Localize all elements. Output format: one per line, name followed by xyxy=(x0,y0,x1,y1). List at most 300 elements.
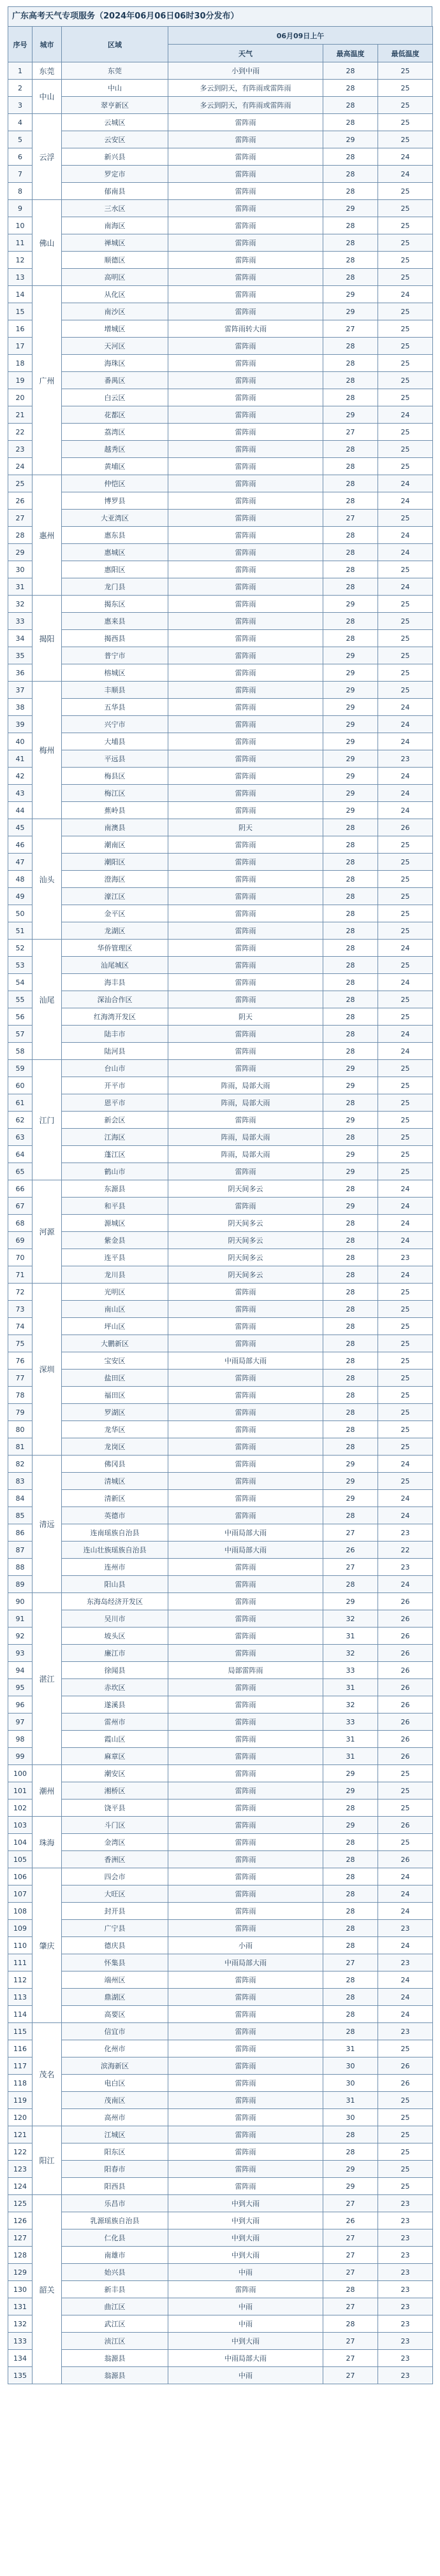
table-row xyxy=(8,131,433,148)
row-district: 天河区 xyxy=(62,338,168,355)
row-district: 陆丰市 xyxy=(62,1026,168,1043)
table-row xyxy=(8,664,433,682)
row-high-temp: 28 xyxy=(323,2143,378,2161)
row-district: 大鹏新区 xyxy=(62,1335,168,1352)
row-weather: 雷阵雨 xyxy=(168,647,323,664)
row-high-temp: 27 xyxy=(323,1559,378,1576)
row-high-temp: 31 xyxy=(323,1748,378,1765)
row-low-temp: 25 xyxy=(378,630,433,647)
row-high-temp: 28 xyxy=(323,1868,378,1885)
row-low-temp: 25 xyxy=(378,131,433,148)
row-seq: 32 xyxy=(8,596,33,613)
row-district: 南海区 xyxy=(62,217,168,234)
row-high-temp: 29 xyxy=(323,1077,378,1094)
table-row xyxy=(8,1180,433,1198)
row-low-temp: 25 xyxy=(378,1301,433,1318)
row-high-temp: 29 xyxy=(323,303,378,320)
row-low-temp: 25 xyxy=(378,1782,433,1800)
row-seq: 98 xyxy=(8,1731,33,1748)
row-low-temp: 25 xyxy=(378,372,433,389)
row-high-temp: 27 xyxy=(323,2195,378,2212)
row-high-temp: 27 xyxy=(323,320,378,338)
table-row xyxy=(8,303,433,320)
row-low-temp: 24 xyxy=(378,544,433,561)
row-weather: 雷阵雨 xyxy=(168,1868,323,1885)
row-high-temp: 26 xyxy=(323,1542,378,1559)
row-district: 龙门县 xyxy=(62,578,168,596)
row-weather: 雷阵雨 xyxy=(168,768,323,785)
table-row xyxy=(8,2075,433,2092)
table-row xyxy=(8,2178,433,2195)
row-low-temp: 24 xyxy=(378,1456,433,1473)
row-weather: 雷阵雨 xyxy=(168,1800,323,1817)
table-row xyxy=(8,819,433,836)
table-row xyxy=(8,1731,433,1748)
table-row xyxy=(8,957,433,974)
row-seq: 110 xyxy=(8,1937,33,1954)
row-city: 汕尾 xyxy=(33,940,62,1060)
table-row xyxy=(8,2161,433,2178)
row-city: 惠州 xyxy=(33,475,62,596)
table-row xyxy=(8,2281,433,2298)
row-high-temp: 29 xyxy=(323,2161,378,2178)
row-high-temp: 29 xyxy=(323,1765,378,1782)
row-low-temp: 25 xyxy=(378,905,433,922)
table-row xyxy=(8,2195,433,2212)
row-district: 东莞 xyxy=(62,62,168,80)
table-row xyxy=(8,1954,433,1971)
row-high-temp: 29 xyxy=(323,406,378,424)
row-weather: 雷阵雨 xyxy=(168,940,323,957)
table-row xyxy=(8,2092,433,2109)
row-high-temp: 28 xyxy=(323,544,378,561)
row-high-temp: 29 xyxy=(323,750,378,768)
row-high-temp: 28 xyxy=(323,441,378,458)
table-row xyxy=(8,1782,433,1800)
row-low-temp: 25 xyxy=(378,1404,433,1421)
table-row xyxy=(8,578,433,596)
row-weather: 雷阵雨 xyxy=(168,234,323,252)
row-weather: 雷阵雨 xyxy=(168,355,323,372)
row-district: 兴宁市 xyxy=(62,716,168,733)
table-row xyxy=(8,1971,433,1989)
row-district: 紫金县 xyxy=(62,1232,168,1249)
header-weather: 天气 xyxy=(168,45,323,62)
row-seq: 47 xyxy=(8,854,33,871)
row-district: 阳西县 xyxy=(62,2178,168,2195)
table-row xyxy=(8,114,433,131)
row-low-temp: 25 xyxy=(378,957,433,974)
row-district: 越秀区 xyxy=(62,441,168,458)
row-district: 霞山区 xyxy=(62,1731,168,1748)
row-high-temp: 28 xyxy=(323,1989,378,2006)
row-seq: 75 xyxy=(8,1335,33,1352)
row-seq: 13 xyxy=(8,269,33,286)
row-high-temp: 28 xyxy=(323,630,378,647)
row-seq: 71 xyxy=(8,1266,33,1284)
row-weather: 多云到阴天，有阵雨或雷阵雨 xyxy=(168,97,323,114)
row-low-temp: 25 xyxy=(378,647,433,664)
row-seq: 59 xyxy=(8,1060,33,1077)
row-seq: 44 xyxy=(8,802,33,819)
row-district: 廉江市 xyxy=(62,1645,168,1662)
row-district: 五华县 xyxy=(62,699,168,716)
row-district: 汕尾城区 xyxy=(62,957,168,974)
row-high-temp: 31 xyxy=(323,1731,378,1748)
table-row xyxy=(8,148,433,166)
table-row xyxy=(8,991,433,1008)
row-low-temp: 25 xyxy=(378,424,433,441)
row-weather: 雷阵雨 xyxy=(168,716,323,733)
row-low-temp: 25 xyxy=(378,1284,433,1301)
row-high-temp: 28 xyxy=(323,1249,378,1266)
row-seq: 119 xyxy=(8,2092,33,2109)
row-weather: 雷阵雨 xyxy=(168,1576,323,1593)
row-district: 高明区 xyxy=(62,269,168,286)
table-row xyxy=(8,1438,433,1456)
row-high-temp: 28 xyxy=(323,1507,378,1524)
row-weather: 雷阵雨 xyxy=(168,682,323,699)
row-district: 鼎湖区 xyxy=(62,1989,168,2006)
row-city: 东莞 xyxy=(33,62,62,80)
row-weather: 雷阵雨 xyxy=(168,406,323,424)
row-low-temp: 25 xyxy=(378,2126,433,2143)
row-district: 禅城区 xyxy=(62,234,168,252)
row-weather: 雷阵雨 xyxy=(168,1971,323,1989)
row-district: 榕城区 xyxy=(62,664,168,682)
row-low-temp: 24 xyxy=(378,286,433,303)
table-row xyxy=(8,97,433,114)
table-row xyxy=(8,1714,433,1731)
row-high-temp: 29 xyxy=(323,699,378,716)
row-seq: 49 xyxy=(8,888,33,905)
row-seq: 93 xyxy=(8,1645,33,1662)
table-row xyxy=(8,183,433,200)
row-seq: 54 xyxy=(8,974,33,991)
row-low-temp: 25 xyxy=(378,922,433,940)
row-weather: 雷阵雨 xyxy=(168,1834,323,1851)
row-low-temp: 25 xyxy=(378,2092,433,2109)
row-high-temp: 28 xyxy=(323,940,378,957)
table-row xyxy=(8,1868,433,1885)
row-low-temp: 26 xyxy=(378,1610,433,1628)
row-weather: 雷阵雨 xyxy=(168,1903,323,1920)
table-row xyxy=(8,733,433,750)
row-weather: 雷阵雨 xyxy=(168,200,323,217)
row-seq: 1 xyxy=(8,62,33,80)
row-district: 东海岛经济开发区 xyxy=(62,1593,168,1610)
row-seq: 92 xyxy=(8,1628,33,1645)
row-low-temp: 23 xyxy=(378,2023,433,2040)
row-high-temp: 28 xyxy=(323,1335,378,1352)
row-weather: 雷阵雨转大雨 xyxy=(168,320,323,338)
row-high-temp: 28 xyxy=(323,854,378,871)
row-city: 珠海 xyxy=(33,1817,62,1868)
row-weather: 雷阵雨 xyxy=(168,596,323,613)
row-seq: 24 xyxy=(8,458,33,475)
table-row xyxy=(8,1834,433,1851)
row-seq: 35 xyxy=(8,647,33,664)
row-seq: 42 xyxy=(8,768,33,785)
row-low-temp: 25 xyxy=(378,303,433,320)
row-seq: 80 xyxy=(8,1421,33,1438)
row-low-temp: 26 xyxy=(378,2057,433,2075)
table-row xyxy=(8,2333,433,2350)
table-row xyxy=(8,854,433,871)
row-district: 连平县 xyxy=(62,1249,168,1266)
row-low-temp: 26 xyxy=(378,1748,433,1765)
row-low-temp: 24 xyxy=(378,768,433,785)
table-row xyxy=(8,424,433,441)
row-seq: 108 xyxy=(8,1903,33,1920)
row-high-temp: 28 xyxy=(323,871,378,888)
row-high-temp: 28 xyxy=(323,252,378,269)
row-weather: 阵雨，局部大雨 xyxy=(168,1077,323,1094)
row-high-temp: 29 xyxy=(323,286,378,303)
row-high-temp: 28 xyxy=(323,1284,378,1301)
row-low-temp: 25 xyxy=(378,1800,433,1817)
table-row xyxy=(8,355,433,372)
forecast-table-body xyxy=(8,62,433,2384)
row-weather: 阴天间多云 xyxy=(168,1249,323,1266)
row-low-temp: 25 xyxy=(378,183,433,200)
row-weather: 雷阵雨 xyxy=(168,854,323,871)
row-district: 仲恺区 xyxy=(62,475,168,492)
row-district: 佛冈县 xyxy=(62,1456,168,1473)
table-row xyxy=(8,888,433,905)
row-weather: 雷阵雨 xyxy=(168,527,323,544)
row-city: 广州 xyxy=(33,286,62,475)
table-row xyxy=(8,389,433,406)
row-weather: 中雨 xyxy=(168,2315,323,2333)
row-low-temp: 25 xyxy=(378,1146,433,1163)
row-district: 盐田区 xyxy=(62,1370,168,1387)
row-seq: 121 xyxy=(8,2126,33,2143)
row-seq: 112 xyxy=(8,1971,33,1989)
row-low-temp: 24 xyxy=(378,1937,433,1954)
row-high-temp: 28 xyxy=(323,1387,378,1404)
table-row xyxy=(8,338,433,355)
table-row xyxy=(8,1576,433,1593)
row-district: 花都区 xyxy=(62,406,168,424)
row-high-temp: 28 xyxy=(323,2281,378,2298)
row-seq: 29 xyxy=(8,544,33,561)
row-weather: 雷阵雨 xyxy=(168,1645,323,1662)
row-city: 茂名 xyxy=(33,2023,62,2126)
row-district: 吴川市 xyxy=(62,1610,168,1628)
row-seq: 3 xyxy=(8,97,33,114)
row-high-temp: 30 xyxy=(323,2057,378,2075)
row-low-temp: 25 xyxy=(378,510,433,527)
row-high-temp: 27 xyxy=(323,510,378,527)
table-row xyxy=(8,1387,433,1404)
row-low-temp: 24 xyxy=(378,1903,433,1920)
table-row xyxy=(8,940,433,957)
row-weather: 雷阵雨 xyxy=(168,183,323,200)
row-seq: 28 xyxy=(8,527,33,544)
table-row xyxy=(8,1077,433,1094)
row-seq: 81 xyxy=(8,1438,33,1456)
row-district: 高要区 xyxy=(62,2006,168,2023)
row-district: 顺德区 xyxy=(62,252,168,269)
row-seq: 26 xyxy=(8,492,33,510)
row-district: 和平县 xyxy=(62,1198,168,1215)
row-low-temp: 26 xyxy=(378,1662,433,1679)
row-high-temp: 29 xyxy=(323,647,378,664)
row-weather: 中到大雨 xyxy=(168,2195,323,2212)
row-weather: 雷阵雨 xyxy=(168,1421,323,1438)
row-high-temp: 28 xyxy=(323,1885,378,1903)
row-weather: 雷阵雨 xyxy=(168,2161,323,2178)
table-row xyxy=(8,1404,433,1421)
row-high-temp: 29 xyxy=(323,1473,378,1490)
table-row xyxy=(8,2367,433,2384)
row-district: 滨海新区 xyxy=(62,2057,168,2075)
row-weather: 雷阵雨 xyxy=(168,1490,323,1507)
row-seq: 43 xyxy=(8,785,33,802)
row-district: 金湾区 xyxy=(62,1834,168,1851)
row-seq: 89 xyxy=(8,1576,33,1593)
row-seq: 31 xyxy=(8,578,33,596)
row-district: 梅县区 xyxy=(62,768,168,785)
row-high-temp: 28 xyxy=(323,1834,378,1851)
row-high-temp: 28 xyxy=(323,1008,378,1026)
row-seq: 8 xyxy=(8,183,33,200)
row-seq: 114 xyxy=(8,2006,33,2023)
row-city: 中山 xyxy=(33,80,62,114)
row-weather: 雷阵雨 xyxy=(168,1335,323,1352)
row-weather: 雷阵雨 xyxy=(168,252,323,269)
table-row xyxy=(8,1989,433,2006)
row-weather: 雷阵雨 xyxy=(168,303,323,320)
row-low-temp: 25 xyxy=(378,561,433,578)
row-seq: 62 xyxy=(8,1112,33,1129)
table-row xyxy=(8,80,433,97)
row-weather: 中雨局部大雨 xyxy=(168,1542,323,1559)
row-district: 普宁市 xyxy=(62,647,168,664)
row-district: 荔湾区 xyxy=(62,424,168,441)
row-district: 斗门区 xyxy=(62,1817,168,1834)
row-seq: 5 xyxy=(8,131,33,148)
row-district: 罗湖区 xyxy=(62,1404,168,1421)
table-row xyxy=(8,1800,433,1817)
table-row xyxy=(8,1198,433,1215)
row-high-temp: 28 xyxy=(323,62,378,80)
row-weather: 雷阵雨 xyxy=(168,802,323,819)
row-district: 英德市 xyxy=(62,1507,168,1524)
row-district: 遂溪县 xyxy=(62,1696,168,1714)
row-low-temp: 24 xyxy=(378,1490,433,1507)
row-high-temp: 27 xyxy=(323,2367,378,2384)
row-low-temp: 25 xyxy=(378,1834,433,1851)
table-row xyxy=(8,1920,433,1937)
row-high-temp: 32 xyxy=(323,1696,378,1714)
row-seq: 38 xyxy=(8,699,33,716)
table-row xyxy=(8,510,433,527)
header-low: 最低温度 xyxy=(378,45,433,62)
row-low-temp: 25 xyxy=(378,1335,433,1352)
row-district: 黄埔区 xyxy=(62,458,168,475)
row-weather: 雷阵雨 xyxy=(168,269,323,286)
row-seq: 74 xyxy=(8,1318,33,1335)
row-seq: 37 xyxy=(8,682,33,699)
row-seq: 128 xyxy=(8,2247,33,2264)
table-row xyxy=(8,1610,433,1628)
row-weather: 雷阵雨 xyxy=(168,2126,323,2143)
table-row xyxy=(8,974,433,991)
row-district: 雷州市 xyxy=(62,1714,168,1731)
table-row xyxy=(8,62,433,80)
row-low-temp: 25 xyxy=(378,991,433,1008)
row-high-temp: 30 xyxy=(323,2075,378,2092)
row-high-temp: 29 xyxy=(323,131,378,148)
row-seq: 65 xyxy=(8,1163,33,1180)
row-weather: 中雨局部大雨 xyxy=(168,1352,323,1370)
row-seq: 105 xyxy=(8,1851,33,1868)
row-low-temp: 23 xyxy=(378,1559,433,1576)
table-row xyxy=(8,1284,433,1301)
row-high-temp: 29 xyxy=(323,1782,378,1800)
table-row xyxy=(8,2315,433,2333)
row-seq: 52 xyxy=(8,940,33,957)
row-district: 从化区 xyxy=(62,286,168,303)
row-low-temp: 24 xyxy=(378,716,433,733)
row-weather: 中到大雨 xyxy=(168,2333,323,2350)
row-high-temp: 28 xyxy=(323,166,378,183)
row-city: 潮州 xyxy=(33,1765,62,1817)
header-seq: 序号 xyxy=(8,27,33,62)
table-row xyxy=(8,871,433,888)
row-district: 福田区 xyxy=(62,1387,168,1404)
row-district: 清新区 xyxy=(62,1490,168,1507)
row-district: 徐闻县 xyxy=(62,1662,168,1679)
row-seq: 51 xyxy=(8,922,33,940)
row-district: 高州市 xyxy=(62,2109,168,2126)
row-low-temp: 23 xyxy=(378,2333,433,2350)
row-weather: 中雨局部大雨 xyxy=(168,1524,323,1542)
row-low-temp: 23 xyxy=(378,2350,433,2367)
row-low-temp: 24 xyxy=(378,492,433,510)
row-district: 蕉岭县 xyxy=(62,802,168,819)
row-weather: 雷阵雨 xyxy=(168,1748,323,1765)
row-district: 海珠区 xyxy=(62,355,168,372)
row-low-temp: 26 xyxy=(378,819,433,836)
row-low-temp: 24 xyxy=(378,1989,433,2006)
row-weather: 雷阵雨 xyxy=(168,974,323,991)
row-weather: 雷阵雨 xyxy=(168,1679,323,1696)
row-seq: 41 xyxy=(8,750,33,768)
row-seq: 57 xyxy=(8,1026,33,1043)
row-low-temp: 26 xyxy=(378,1731,433,1748)
row-weather: 雷阵雨 xyxy=(168,1026,323,1043)
row-seq: 132 xyxy=(8,2315,33,2333)
table-row xyxy=(8,286,433,303)
row-weather: 雷阵雨 xyxy=(168,1782,323,1800)
row-low-temp: 24 xyxy=(378,1232,433,1249)
row-weather: 雷阵雨 xyxy=(168,166,323,183)
row-seq: 58 xyxy=(8,1043,33,1060)
row-high-temp: 28 xyxy=(323,1903,378,1920)
row-high-temp: 31 xyxy=(323,2040,378,2057)
row-district: 化州市 xyxy=(62,2040,168,2057)
row-district: 丰顺县 xyxy=(62,682,168,699)
row-district: 翁源县 xyxy=(62,2367,168,2384)
row-high-temp: 28 xyxy=(323,957,378,974)
row-high-temp: 31 xyxy=(323,1679,378,1696)
row-weather: 雷阵雨 xyxy=(168,458,323,475)
row-weather: 阴天 xyxy=(168,819,323,836)
row-seq: 14 xyxy=(8,286,33,303)
